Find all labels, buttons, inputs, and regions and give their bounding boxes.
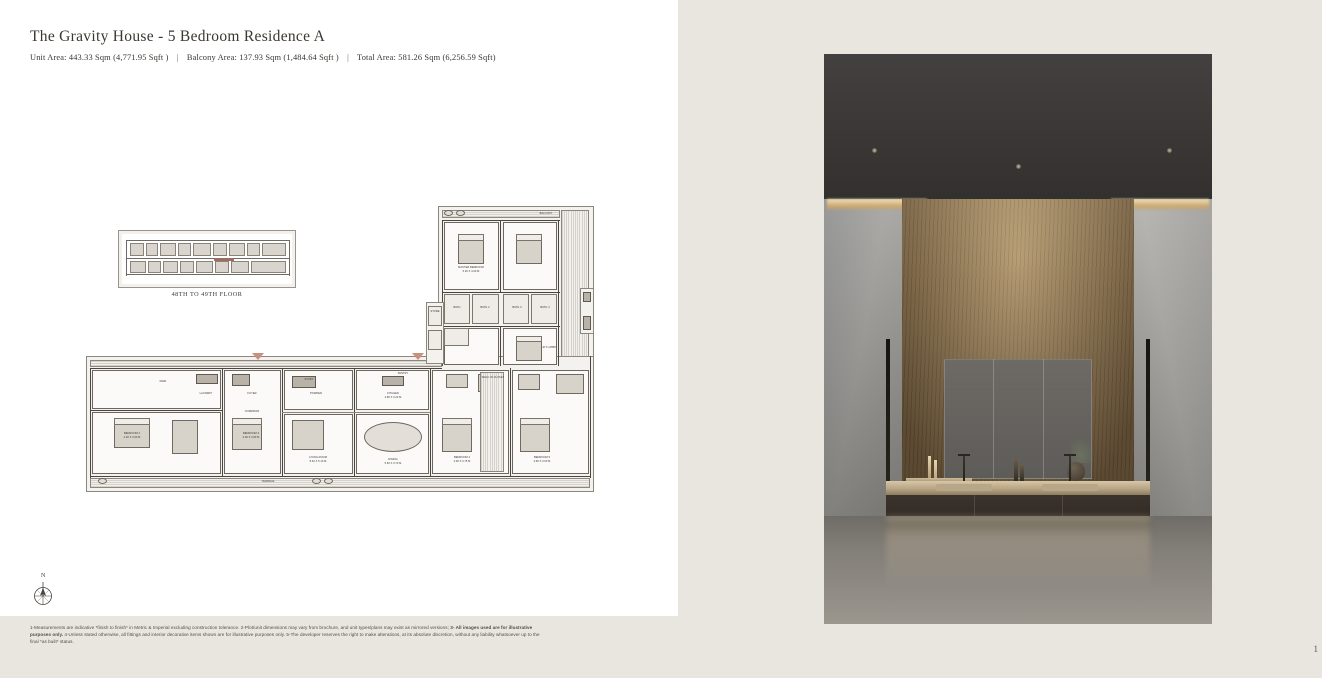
plan-room-label: KITCHEN: [387, 392, 399, 395]
plan-room-label: STORE: [430, 310, 440, 313]
plan-wall: [500, 327, 501, 366]
plan-fixture-icon: [324, 478, 333, 484]
plan-room-dimension: 5.20 X 4.60 M: [462, 270, 480, 273]
compass-rose: [30, 575, 56, 607]
plan-fixture-icon: [98, 478, 107, 484]
plan-room-dimension: 5.60 X 3.70 M: [384, 462, 402, 465]
plan-furniture-pillow: [516, 336, 542, 342]
plan-wall: [354, 368, 355, 476]
plan-room-label: MASTER BEDROOM: [458, 266, 484, 269]
page-number: 1: [1313, 644, 1318, 654]
render-ceiling-light: [872, 148, 877, 153]
plan-furniture-sofa: [172, 420, 198, 454]
plan-wall: [90, 410, 222, 411]
plan-room-label: DINING: [388, 458, 398, 461]
plan-room-label: LIVING ROOM: [309, 456, 327, 459]
plan-room-label: BEDROOM 4: [453, 456, 470, 459]
plan-room-dimension: 4.00 X 3.80 M: [242, 436, 260, 439]
disclaimer-line-3: alterations, at its absolute discretion, without any liability whatsoever up to the final *as built* status.: [30, 632, 540, 645]
area-summary: [30, 53, 496, 62]
compass-north-label: N: [41, 573, 46, 579]
left-content-panel: [0, 0, 678, 616]
render-bottle: [1014, 458, 1018, 482]
total-area-text: Total Area: 581.26 Sqm (6,256.59 Sqft): [357, 53, 496, 62]
plan-furniture-pillow: [516, 234, 542, 241]
plan-room-label: FOYER: [247, 392, 257, 395]
render-floor-reflection: [886, 516, 1150, 586]
plan-furniture-pillow: [458, 234, 484, 241]
plan-room-bedroom: [92, 412, 221, 474]
plan-wall: [430, 368, 431, 476]
plan-room-label: BEDROOM 2: [123, 432, 140, 435]
plan-room-label: WALK-IN CLOSET: [481, 376, 505, 379]
render-candle: [928, 456, 931, 478]
plan-room-dimension: 4.00 X 3.75 M: [453, 460, 471, 463]
render-ceiling: [824, 54, 1212, 204]
plan-furniture-wardrobe: [446, 374, 468, 388]
plan-furniture-pillow: [232, 418, 262, 425]
page-title: The Gravity House - 5 Bedroom Residence A: [30, 28, 326, 45]
plan-furniture-sofa: [292, 420, 324, 450]
render-plant: [1071, 437, 1095, 463]
render-faucet-right-stem: [1069, 456, 1071, 484]
plan-room-label: BEDROOM 3: [242, 432, 259, 435]
plan-fixture-icon: [444, 210, 453, 216]
interior-render-image: [824, 54, 1212, 624]
render-mirror-divider: [1043, 359, 1044, 479]
key-plan-label: 48TH TO 49TH FLOOR: [171, 291, 243, 298]
plan-furniture-counter: [382, 376, 404, 386]
plan-furniture-counter: [196, 374, 218, 384]
plan-furniture-fixture: [583, 292, 591, 302]
disclaimer-line-1: 1-Measurements are indicative *finish to finish* in Metric & Imperial excluding construction tolerance. 2-Plot/unit dimensions may vary from brochure, and unit types/plans may exist as mirrored versions;: [30, 625, 449, 630]
plan-wall: [590, 356, 591, 478]
plan-room-label: BATH 2: [480, 306, 490, 309]
plan-room-label: BEDROOM 5: [533, 456, 550, 459]
render-faucet-left-stem: [963, 456, 965, 484]
plan-room-label: BALCONY: [539, 212, 553, 215]
plan-room-label: BATH 3: [512, 306, 522, 309]
plan-wall: [510, 368, 511, 476]
render-mirror-divider: [993, 359, 994, 479]
plan-wall: [500, 220, 501, 292]
plan-room-bath: [444, 328, 469, 346]
plan-room-label: TERRACE: [261, 480, 275, 483]
plan-room-store: [428, 306, 442, 326]
plan-furniture-fixture: [583, 316, 591, 330]
plan-terrace-hatch-top: [90, 360, 442, 367]
plan-furniture-pillow: [442, 418, 472, 425]
disclaimer-line-2-bold: 3- All images used are for illustrative purposes only.: [30, 625, 533, 638]
render-vanity-counter: [886, 481, 1150, 495]
render-ceiling-light: [1016, 164, 1021, 169]
plan-room-dimension: 8.40 X 5.10 M: [309, 460, 327, 463]
render-basin-right: [1042, 484, 1098, 491]
plan-room-label: LIFT LOBBY: [541, 346, 557, 349]
disclaimer-text: [30, 624, 540, 645]
plan-furniture-sofa: [556, 374, 584, 394]
plan-room-label: STUDY: [304, 378, 314, 381]
plan-room-label: BATH 4: [540, 306, 550, 309]
plan-room-label: PANTRY: [397, 372, 409, 375]
plan-room-dimension: 4.20 X 3.90 M: [123, 436, 141, 439]
plan-wall: [222, 368, 223, 476]
plan-room-label: MAID: [159, 380, 167, 383]
plan-wall: [442, 292, 560, 293]
area-separator-2: |: [347, 53, 349, 62]
unit-area-text: Unit Area: 443.33 Sqm (4,771.95 Sqft ): [30, 53, 169, 62]
area-separator-1: |: [176, 53, 179, 62]
plan-wall: [282, 368, 283, 476]
plan-furniture-dining-table: [364, 422, 422, 452]
plan-room-dimension: 4.80 X 3.20 M: [384, 396, 402, 399]
render-basin-left: [936, 484, 992, 491]
render-bottle: [1020, 464, 1024, 482]
render-ceiling-light: [1167, 148, 1172, 153]
plan-room-dimension: 3.90 X 3.60 M: [533, 460, 551, 463]
plan-fixture-icon: [456, 210, 465, 216]
plan-room-label: LAUNDRY: [199, 392, 213, 395]
plan-furniture-pillow: [114, 418, 150, 425]
balcony-area-text: Balcony Area: 137.93 Sqm (1,484.64 Sqft ): [186, 53, 339, 62]
plan-room-store: [428, 330, 442, 350]
plan-entry-marker: [252, 353, 264, 360]
plan-terrace-hatch-bottom: [90, 478, 590, 488]
plan-entry-marker: [412, 353, 424, 360]
disclaimer-line-2-rest: 4-Unless stated otherwise, all fittings and interior decorative items shown are for illustrative purposes only. 5-The developer reserves the right to make: [63, 632, 377, 638]
plan-wall: [90, 476, 590, 477]
plan-wall: [282, 412, 430, 413]
plan-fixture-icon: [312, 478, 321, 484]
plan-room-label: POWDER: [310, 392, 322, 395]
plan-furniture-pillow: [520, 418, 550, 425]
plan-room-label: BATH: [453, 306, 461, 309]
plan-room-label: CORRIDOR: [244, 410, 260, 413]
compass-icon: [30, 575, 56, 607]
floor-plan: [86, 206, 594, 492]
plan-furniture-counter: [232, 374, 250, 386]
plan-furniture-wardrobe: [518, 374, 540, 390]
